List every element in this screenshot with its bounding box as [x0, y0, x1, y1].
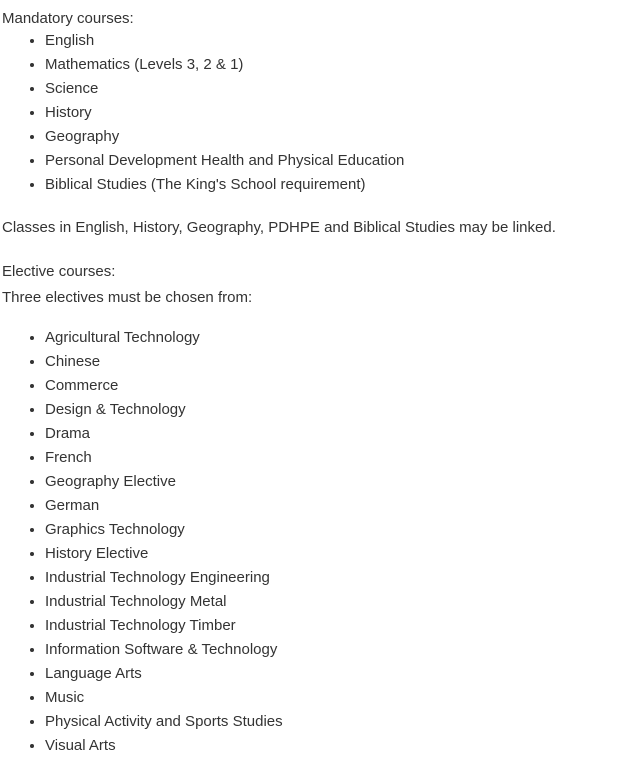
list-item: • Chinese [45, 350, 615, 374]
list-item: • Visual Arts [45, 734, 615, 758]
course-info-page [2, 8, 615, 758]
list-item: • English [45, 29, 615, 53]
elective-intro-text: Three electives must be chosen from: [2, 289, 253, 306]
list-item: • French [45, 446, 615, 470]
mandatory-courses-heading: Mandatory courses: [2, 10, 134, 27]
list-item: • Music [45, 686, 615, 710]
list-item: • Personal Development Health and Physical Education [45, 149, 615, 173]
list-item: • Commerce [45, 374, 615, 398]
list-item: • Design & Technology [45, 398, 615, 422]
linked-classes-note: Classes in English, History, Geography, PDHPE and Biblical Studies may be linked. [2, 219, 556, 236]
list-item: • Agricultural Technology [45, 326, 615, 350]
elective-courses-heading: Elective courses: [2, 263, 116, 280]
list-item: • Geography [45, 125, 615, 149]
mandatory-courses-list [2, 29, 615, 197]
list-item: • Geography Elective [45, 470, 615, 494]
list-item: • History [45, 101, 615, 125]
list-item: • Biblical Studies (The King's School requirement) [45, 173, 615, 197]
elective-courses-list [2, 326, 615, 758]
list-item: • German [45, 494, 615, 518]
list-item: • Graphics Technology [45, 518, 615, 542]
list-item: • Industrial Technology Timber [45, 614, 615, 638]
list-item: • Mathematics (Levels 3, 2 & 1) [45, 53, 615, 77]
list-item: • Science [45, 77, 615, 101]
list-item: • History Elective [45, 542, 615, 566]
list-item: • Physical Activity and Sports Studies [45, 710, 615, 734]
list-item: • Information Software & Technology [45, 638, 615, 662]
list-item: • Industrial Technology Metal [45, 590, 615, 614]
list-item: • Industrial Technology Engineering [45, 566, 615, 590]
list-item: • Drama [45, 422, 615, 446]
list-item: • Language Arts [45, 662, 615, 686]
